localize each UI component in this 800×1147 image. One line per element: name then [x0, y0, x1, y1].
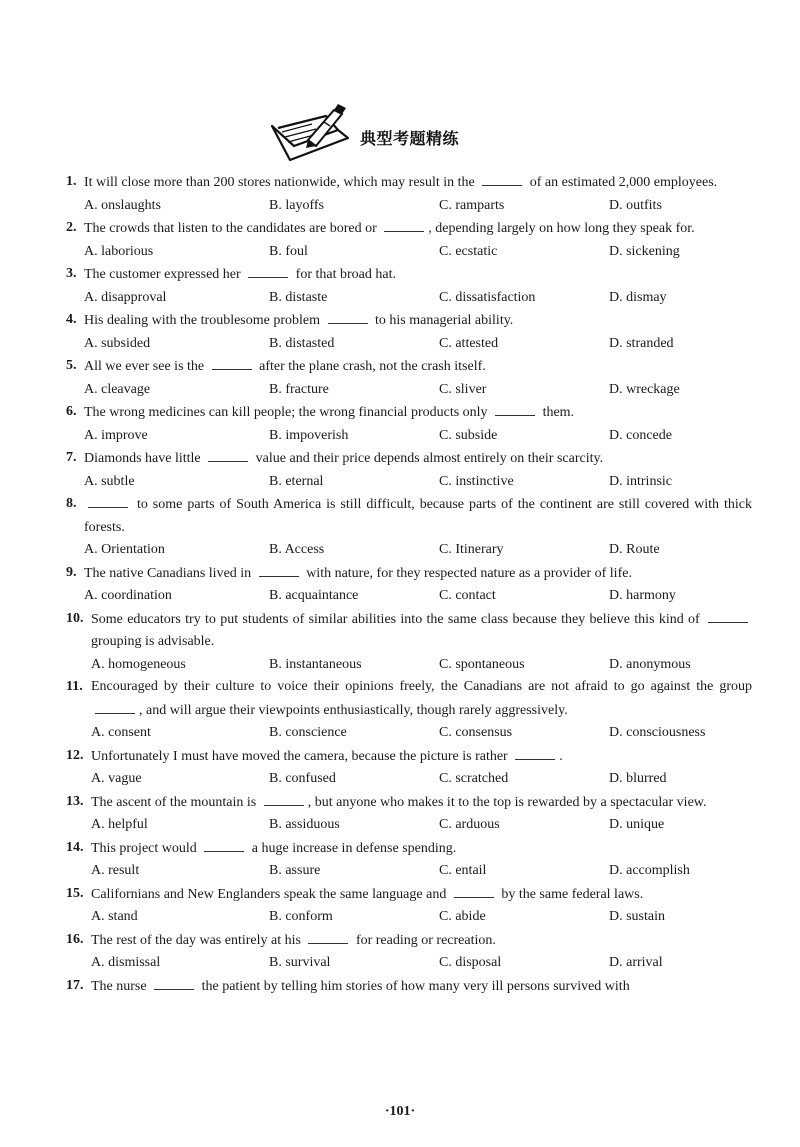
- option-d: D. concede: [609, 427, 672, 443]
- question-stem: [66, 837, 752, 861]
- question-stem: [66, 309, 752, 333]
- answer-blank: [88, 493, 128, 508]
- question-text-segment: , and will argue their viewpoints enthusiastically, though rarely aggressively.: [139, 702, 568, 718]
- answer-blank: [259, 562, 299, 577]
- answer-options: [66, 814, 752, 837]
- answer-options: [66, 195, 752, 218]
- question-1: [66, 171, 752, 217]
- question-text: [84, 171, 752, 195]
- option-a: A. disapproval: [84, 289, 167, 305]
- question-text: [91, 745, 752, 769]
- option-a: A. laborious: [84, 243, 154, 259]
- option-a: A. homogeneous: [91, 656, 186, 672]
- option-b: B. conform: [269, 909, 333, 924]
- pen-and-paper-icon: [268, 100, 352, 170]
- question-text: [91, 608, 752, 654]
- option-c: C. Itinerary: [439, 542, 504, 557]
- question-text-segment: The crowds that listen to the candidates are bored or: [84, 221, 381, 236]
- question-text-segment: Some educators try to put students of similar abilities into the same class because they believe this kind of: [91, 611, 704, 627]
- question-4: [66, 309, 752, 355]
- answer-options: [66, 471, 752, 494]
- question-text-segment: value and their price depends almost entirely on their scarcity.: [252, 451, 604, 466]
- question-10: [66, 608, 752, 677]
- answer-options: [66, 860, 752, 883]
- option-b: B. assure: [269, 863, 321, 878]
- option-b: B. Access: [269, 542, 325, 557]
- question-text: [91, 883, 752, 907]
- question-number: 9.: [66, 564, 77, 580]
- question-text-segment: a huge increase in defense spending.: [248, 840, 457, 856]
- section-title: 典型考题精练: [360, 129, 460, 148]
- option-a: A. stand: [91, 909, 138, 924]
- question-7: [66, 447, 752, 493]
- answer-blank: [454, 883, 494, 898]
- option-d: D. arrival: [609, 955, 663, 970]
- option-a: A. consent: [91, 725, 151, 740]
- answer-options: [66, 722, 752, 745]
- question-text-segment: The ascent of the mountain is: [91, 794, 260, 810]
- question-text: [91, 975, 752, 999]
- question-stem: [66, 493, 752, 539]
- question-number: 14.: [66, 839, 84, 855]
- question-number: 16.: [66, 931, 84, 947]
- question-9: [66, 562, 752, 608]
- question-text: [84, 493, 752, 539]
- question-text-segment: The wrong medicines can kill people; the wrong financial products only: [84, 405, 492, 420]
- option-a: A. Orientation: [84, 542, 165, 557]
- option-c: C. contact: [439, 588, 496, 603]
- option-c: C. instinctive: [439, 473, 514, 489]
- question-6: [66, 401, 752, 447]
- answer-blank: [212, 355, 252, 370]
- answer-options: [66, 539, 752, 562]
- answer-blank: [328, 309, 368, 324]
- question-17: [66, 975, 752, 999]
- question-text-segment: All we ever see is the: [84, 359, 208, 374]
- option-b: B. instantaneous: [269, 656, 362, 672]
- option-c: C. arduous: [439, 817, 500, 832]
- question-text-segment: , depending largely on how long they speak for.: [428, 221, 695, 236]
- option-a: A. subtle: [84, 473, 135, 489]
- question-stem: [66, 401, 752, 425]
- option-a: A. subsided: [84, 335, 151, 351]
- option-c: C. abide: [439, 909, 486, 924]
- option-b: B. fracture: [269, 381, 329, 397]
- answer-options: [66, 585, 752, 608]
- question-number: 7.: [66, 450, 77, 465]
- question-text: [84, 217, 752, 241]
- question-stem: [66, 676, 752, 722]
- option-a: A. onslaughts: [84, 197, 161, 213]
- answer-blank: [308, 929, 348, 944]
- answer-blank: [515, 745, 555, 760]
- question-text: [91, 837, 752, 861]
- answer-blank: [95, 699, 135, 714]
- question-14: [66, 837, 752, 883]
- option-c: C. entail: [439, 863, 487, 878]
- question-stem: [66, 608, 752, 654]
- question-text-segment: Diamonds have little: [84, 451, 205, 466]
- question-5: [66, 355, 752, 401]
- question-number: 2.: [66, 220, 77, 235]
- answer-blank: [495, 401, 535, 416]
- option-c: C. ecstatic: [439, 243, 498, 259]
- answer-options: [66, 333, 752, 356]
- question-stem: [66, 355, 752, 379]
- option-b: B. assiduous: [269, 817, 340, 832]
- option-d: D. Route: [609, 542, 660, 557]
- question-text-segment: for reading or recreation.: [352, 932, 496, 948]
- option-a: A. result: [91, 863, 140, 878]
- question-text-segment: with nature, for they respected nature as a provider of life.: [302, 565, 632, 581]
- question-number: 10.: [66, 610, 84, 626]
- question-text: [84, 355, 752, 379]
- question-number: 6.: [66, 404, 77, 419]
- answer-options: [66, 379, 752, 402]
- option-b: B. impoverish: [269, 427, 349, 443]
- question-15: [66, 883, 752, 929]
- option-d: D. sickening: [609, 243, 680, 259]
- question-text-segment: to some parts of South America is still difficult, because parts of the continent are still covered with thick forests.: [84, 497, 752, 535]
- question-text: [91, 791, 752, 815]
- question-text-segment: The native Canadians lived in: [84, 565, 255, 581]
- option-d: D. unique: [609, 817, 665, 832]
- question-text: [84, 562, 752, 586]
- question-11: [66, 676, 752, 745]
- option-c: C. ramparts: [439, 197, 505, 213]
- option-a: A. coordination: [84, 588, 172, 603]
- option-c: C. subside: [439, 427, 498, 443]
- option-d: D. intrinsic: [609, 473, 672, 489]
- answer-blank: [708, 608, 748, 623]
- answer-options: [66, 654, 752, 677]
- option-c: C. spontaneous: [439, 656, 525, 672]
- question-number: 13.: [66, 793, 84, 809]
- option-c: C. disposal: [439, 955, 502, 970]
- answer-blank: [154, 975, 194, 990]
- question-stem: [66, 929, 752, 953]
- answer-blank: [204, 837, 244, 852]
- option-b: B. confused: [269, 771, 336, 786]
- question-stem: [66, 791, 752, 815]
- question-number: 8.: [66, 496, 77, 511]
- option-d: D. accomplish: [609, 863, 690, 878]
- question-16: [66, 929, 752, 975]
- question-text: [84, 401, 752, 425]
- option-a: A. vague: [91, 771, 142, 786]
- question-stem: [66, 171, 752, 195]
- page-number: ·101·: [384, 1104, 416, 1119]
- question-number: 3.: [66, 266, 77, 281]
- option-d: D. consciousness: [609, 725, 706, 740]
- option-a: A. helpful: [91, 817, 148, 832]
- option-c: C. sliver: [439, 381, 487, 397]
- question-text: [84, 309, 752, 333]
- question-text: [84, 263, 752, 287]
- question-number: 1.: [66, 174, 77, 189]
- question-text-segment: them.: [539, 405, 575, 420]
- answer-options: [66, 287, 752, 310]
- question-number: 12.: [66, 747, 84, 763]
- option-d: D. sustain: [609, 909, 665, 924]
- question-text-segment: the patient by telling him stories of how many very ill persons survived with: [198, 978, 630, 994]
- question-stem: [66, 562, 752, 586]
- option-b: B. eternal: [269, 473, 324, 489]
- option-b: B. acquaintance: [269, 588, 359, 603]
- question-number: 17.: [66, 977, 84, 993]
- question-text-segment: The customer expressed her: [84, 267, 245, 282]
- option-d: D. anonymous: [609, 656, 691, 672]
- question-list: [66, 171, 752, 998]
- option-c: C. consensus: [439, 725, 513, 740]
- question-text-segment: for that broad hat.: [292, 267, 396, 282]
- option-c: C. attested: [439, 335, 499, 351]
- question-text-segment: Encouraged by their culture to voice their opinions freely, the Canadians are not afraid to go against the group: [91, 679, 752, 694]
- option-b: B. distasted: [269, 335, 335, 351]
- option-b: B. conscience: [269, 725, 347, 740]
- option-a: A. improve: [84, 427, 148, 443]
- option-a: A. dismissal: [91, 955, 161, 970]
- question-number: 5.: [66, 358, 77, 373]
- question-number: 11.: [66, 679, 83, 694]
- question-12: [66, 745, 752, 791]
- question-text-segment: This project would: [91, 840, 201, 856]
- question-8: [66, 493, 752, 562]
- option-c: C. dissatisfaction: [439, 289, 536, 305]
- question-text-segment: after the plane crash, not the crash itself.: [255, 359, 486, 374]
- question-text-segment: to his managerial ability.: [371, 313, 514, 328]
- question-number: 15.: [66, 885, 84, 901]
- question-text-segment: The rest of the day was entirely at his: [91, 932, 305, 948]
- question-text: [91, 929, 752, 953]
- answer-blank: [208, 447, 248, 462]
- question-text-segment: of an estimated 2,000 employees.: [526, 175, 718, 190]
- question-3: [66, 263, 752, 309]
- question-text-segment: Californians and New Englanders speak the same language and: [91, 886, 450, 902]
- question-13: [66, 791, 752, 837]
- option-b: B. distaste: [269, 289, 328, 305]
- question-stem: [66, 263, 752, 287]
- question-stem: [66, 883, 752, 907]
- answer-options: [66, 952, 752, 975]
- question-text-segment: grouping is advisable.: [91, 634, 215, 649]
- option-d: D. outfits: [609, 197, 662, 213]
- option-d: D. dismay: [609, 289, 667, 305]
- answer-options: [66, 768, 752, 791]
- answer-options: [66, 241, 752, 264]
- answer-blank: [482, 171, 522, 186]
- option-b: B. layoffs: [269, 197, 324, 213]
- question-stem: [66, 975, 752, 999]
- question-text-segment: It will close more than 200 stores nationwide, which may result in the: [84, 175, 479, 190]
- question-stem: [66, 745, 752, 769]
- question-text-segment: The nurse: [91, 978, 151, 994]
- question-text: [84, 447, 752, 471]
- option-d: D. wreckage: [609, 381, 680, 397]
- option-d: D. stranded: [609, 335, 674, 351]
- answer-options: [66, 425, 752, 448]
- question-text-segment: Unfortunately I must have moved the camera, because the picture is rather: [91, 748, 512, 764]
- question-stem: [66, 217, 752, 241]
- question-text-segment: by the same federal laws.: [497, 886, 644, 902]
- option-c: C. scratched: [439, 771, 509, 786]
- option-b: B. foul: [269, 243, 308, 259]
- question-text-segment: .: [559, 748, 563, 764]
- question-text: [91, 676, 752, 722]
- question-text-segment: His dealing with the troublesome problem: [84, 313, 324, 328]
- answer-options: [66, 906, 752, 929]
- question-stem: [66, 447, 752, 471]
- answer-blank: [384, 217, 424, 232]
- option-a: A. cleavage: [84, 381, 151, 397]
- option-d: D. blurred: [609, 771, 667, 786]
- question-number: 4.: [66, 312, 77, 327]
- section-header: [0, 100, 800, 170]
- answer-blank: [264, 791, 304, 806]
- option-d: D. harmony: [609, 588, 676, 603]
- answer-blank: [248, 263, 288, 278]
- option-b: B. survival: [269, 955, 331, 970]
- question-text-segment: , but anyone who makes it to the top is rewarded by a spectacular view.: [307, 794, 707, 810]
- question-2: [66, 217, 752, 263]
